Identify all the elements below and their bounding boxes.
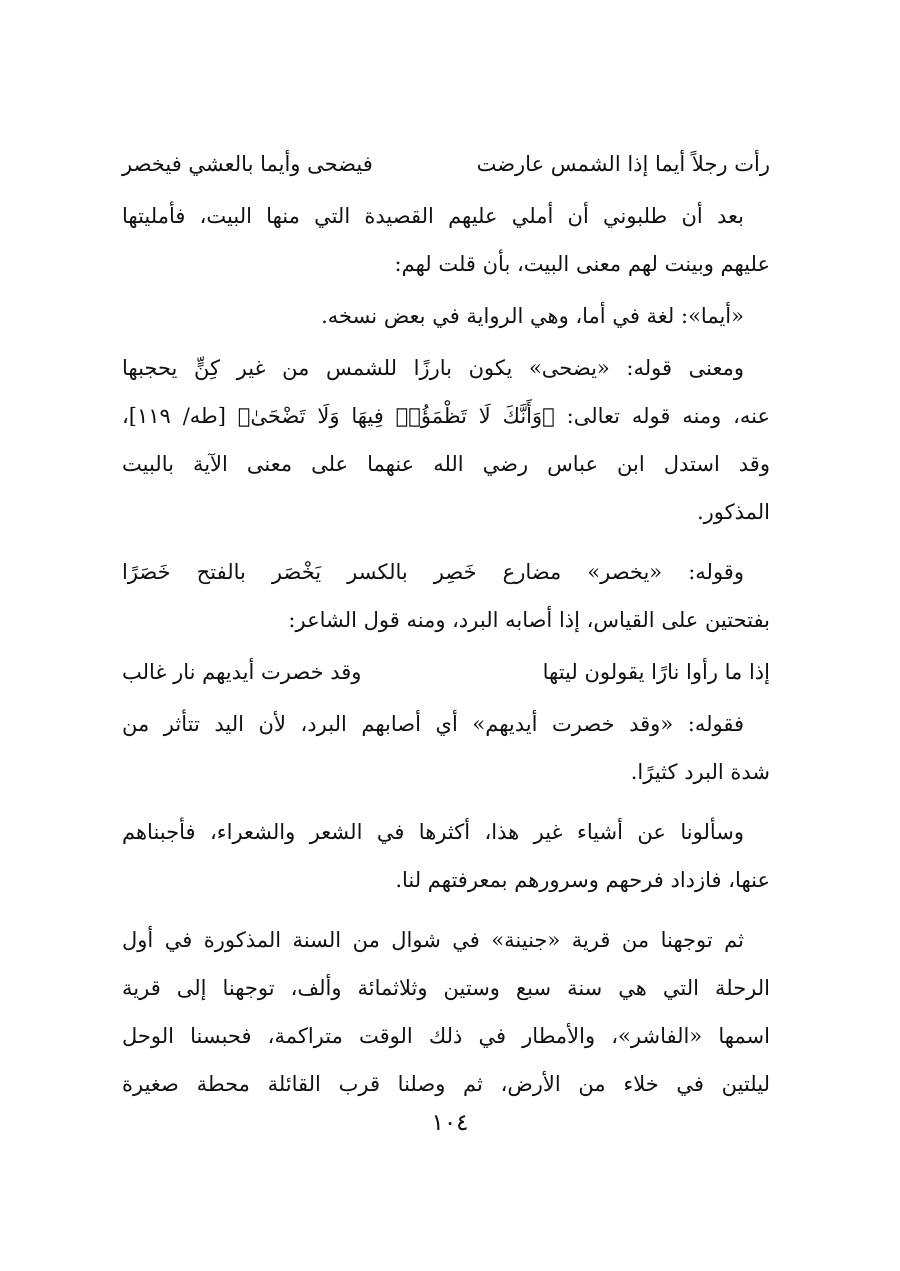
- text-line: بعد أن طلبوني أن أملي عليهم القصيدة التي منها البيت، فأمليتها: [122, 204, 744, 228]
- page-number: ١٠٤: [431, 1110, 469, 1136]
- text-line: بفتحتين على القياس، إذا أصابه البرد، ومنه قول الشاعر:: [288, 608, 770, 632]
- text-line: «أيما»: لغة في أما، وهي الرواية في بعض نسخه.: [321, 304, 744, 328]
- text-line: وقوله: «يخصر» مضارع خَصِر بالكسر يَخْصَر بالفتح خَصَرًا: [122, 560, 744, 584]
- text-line: الرحلة التي هي سنة سبع وستين وثلاثمائة وألف، توجهنا إلى قرية: [122, 976, 770, 1000]
- verse-hemistich-left: فيضحى وأيما بالعشي فيخصر: [122, 152, 373, 176]
- verse-hemistich-right: إذا ما رأوا نارًا يقولون ليتها: [542, 660, 770, 684]
- text-line: وقد استدل ابن عباس رضي الله عنهما على معنى الآية بالبيت: [122, 452, 770, 476]
- text-line: شدة البرد كثيرًا.: [630, 760, 770, 784]
- paragraph-3: [122, 344, 770, 536]
- verse-line-1: [122, 140, 770, 188]
- text-line: ومعنى قوله: «يضحى» يكون بارزًا للشمس من غير كِنٍّ يحجبها: [122, 356, 744, 380]
- paragraph-6: [122, 808, 770, 904]
- paragraph-4: [122, 548, 770, 644]
- paragraph-5: [122, 700, 770, 796]
- text-line: اسمها «الفاشر»، والأمطار في ذلك الوقت متراكمة، فحبسنا الوحل: [122, 1024, 770, 1048]
- paragraph-1: [122, 192, 770, 288]
- text-line: عنها، فازداد فرحهم وسرورهم بمعرفتهم لنا.: [395, 868, 770, 892]
- paragraph-7: [122, 916, 770, 1108]
- verse-line-2: [122, 648, 770, 696]
- text-line: عليهم وبينت لهم معنى البيت، بأن قلت لهم:: [394, 252, 770, 276]
- text-line: المذكور.: [696, 500, 770, 524]
- verse-hemistich-left: وقد خصرت أيديهم نار غالب: [122, 660, 362, 684]
- text-line: فقوله: «وقد خصرت أيديهم» أي أصابهم البرد، لأن اليد تتأثر من: [122, 712, 744, 736]
- quran-verse-line: عنه، ومنه قوله تعالى: ﴿وَأَنَّكَ لَا تَظْمَؤُا۟ فِيهَا وَلَا تَضْحَىٰ﴾ [طه/ ١١٩]،: [122, 404, 770, 428]
- text-line: ليلتين في خلاء من الأرض، ثم وصلنا قرب القائلة محطة صغيرة: [122, 1072, 770, 1096]
- text-line: ثم توجهنا من قرية «جنينة» في شوال من السنة المذكورة في أول: [122, 928, 744, 952]
- verse-hemistich-right: رأت رجلاً أيما إذا الشمس عارضت: [476, 152, 770, 176]
- paragraph-2: [122, 292, 770, 340]
- text-line: وسألونا عن أشياء غير هذا، أكثرها في الشعر والشعراء، فأجبناهم: [122, 820, 744, 844]
